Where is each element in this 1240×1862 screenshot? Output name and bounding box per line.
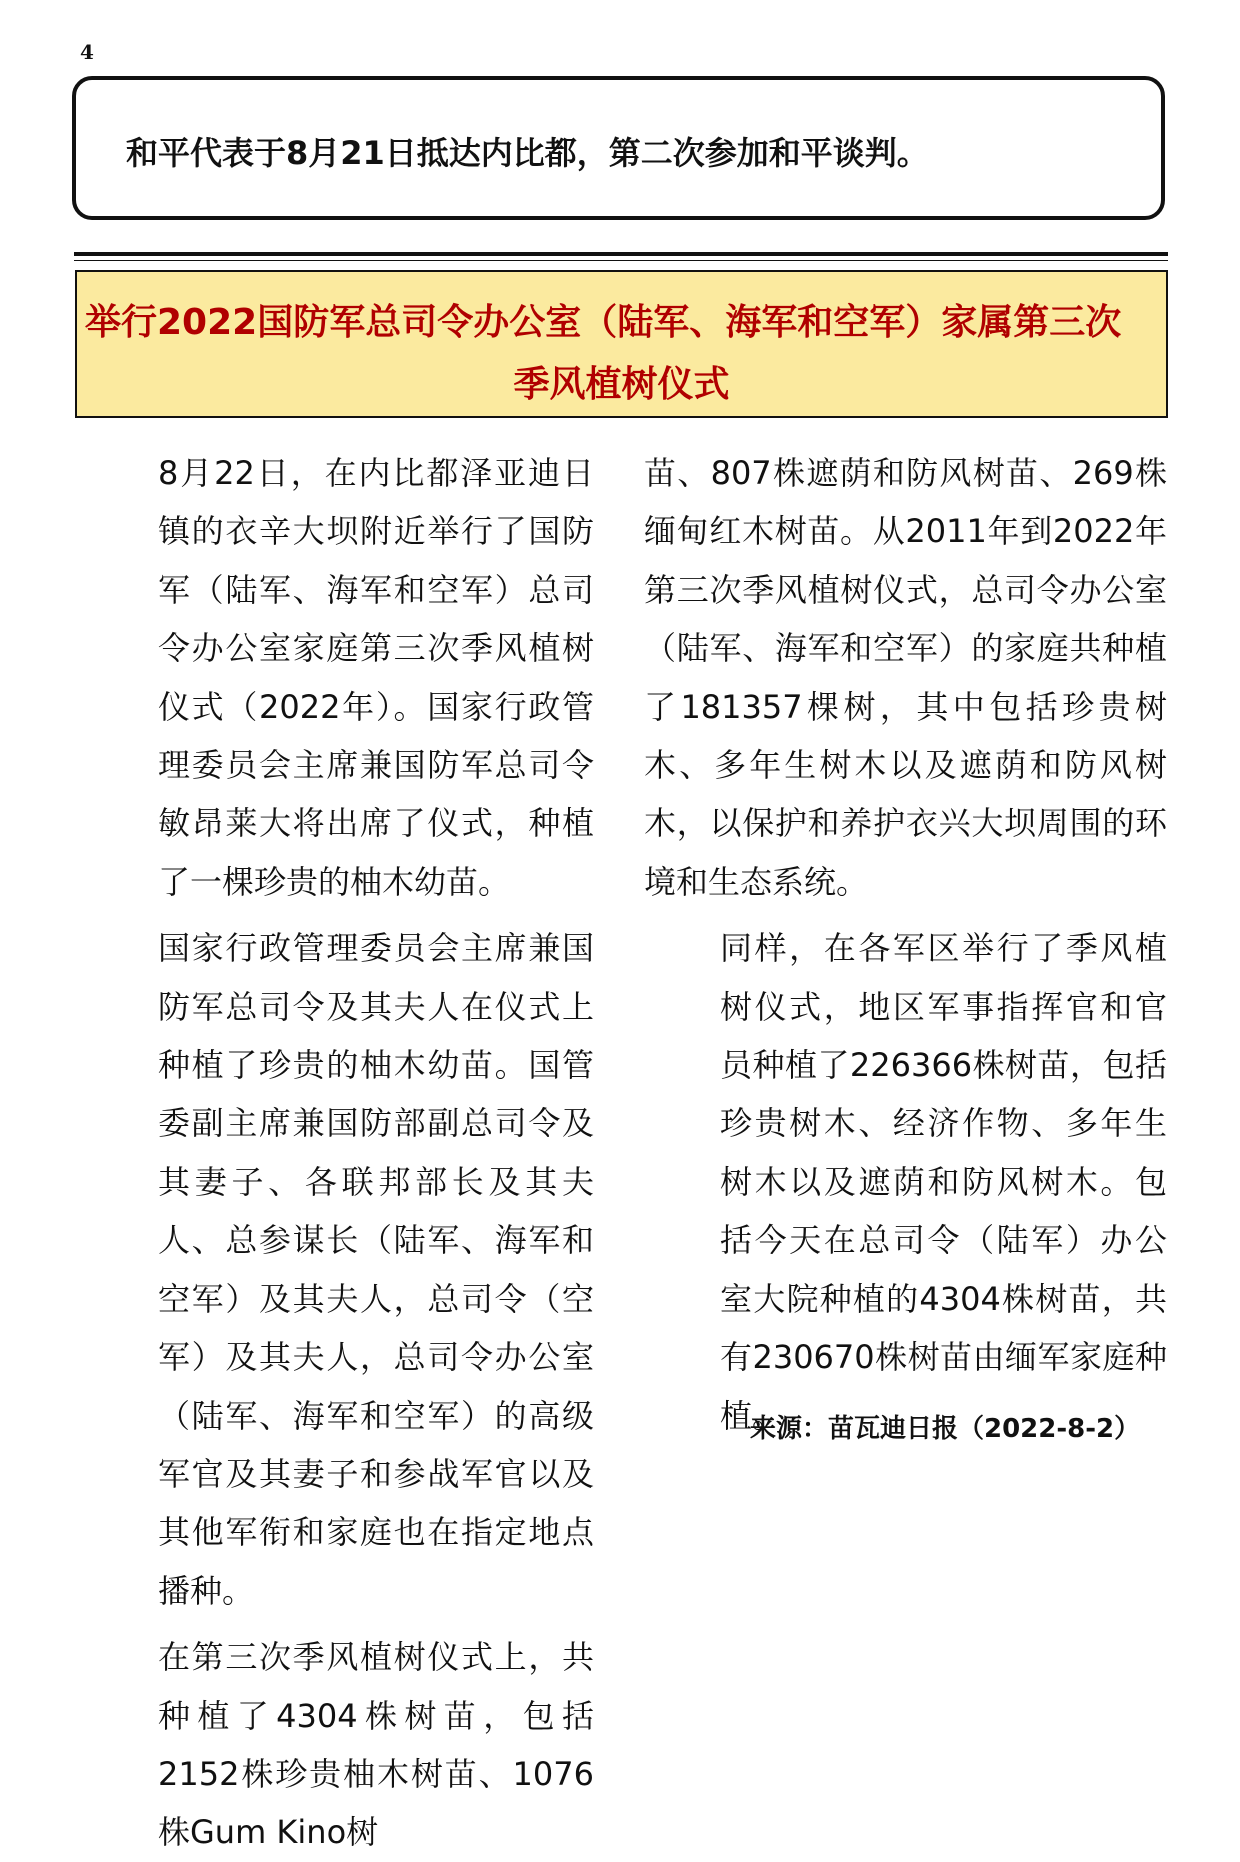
article-title-line-2: 季风植树仪式	[513, 364, 730, 405]
paragraph: 同样，在各军区举行了季风植树仪式，地区军事指挥官和官员种植了226366株树苗，包括珍贵树木、经济作物、多年生树木以及遮荫和防风树木。包括今天在总司令（陆军）办公室大院种植的4304株树苗，共有230670株树苗由缅军家庭种植。	[720, 929, 1167, 1435]
notice-text: 和平代表于8月21日抵达内比都，第二次参加和平谈判。	[126, 134, 929, 172]
paragraph: 苗、807株遮荫和防风树苗、269株缅甸红木树苗。从2011年到2022年第三次季风植树仪式，总司令办公室（陆军、海军和空军）的家庭共种植了181357棵树，其中包括珍贵树木、多年生树木以及遮荫和防风树木，以保护和养护衣兴大坝周围的环境和生态系统。	[644, 454, 1167, 901]
notice-box	[72, 76, 1165, 220]
article-title-line-1: 举行2022国防军总司令办公室（陆军、海军和空军）家属第三次	[85, 302, 1122, 343]
paragraph: 国家行政管理委员会主席兼国防军总司令及其夫人在仪式上种植了珍贵的柚木幼苗。国管委副主席兼国防部副总司令及其妻子、各联邦部长及其夫人、总参谋长（陆军、海军和空军）及其夫人，总司令（空军）及其夫人，总司令办公室（陆军、海军和空军）的高级军官及其妻子和参战军官以及其他军衔和家庭也在指定地点播种。	[158, 929, 594, 1610]
paragraph: 在第三次季风植树仪式上，共种植了4304株树苗，包括2152株珍贵柚木树苗、1076株Gum Kino树	[158, 1638, 594, 1852]
article-source: 来源：苗瓦迪日报（2022-8-2）	[750, 1414, 1141, 1444]
page-number: 4	[80, 40, 94, 64]
divider-thick	[74, 252, 1168, 256]
article-column-left	[82, 444, 594, 1862]
article-column-right	[644, 444, 1167, 1445]
article-title-box	[75, 270, 1168, 418]
divider-thin	[74, 260, 1168, 261]
paragraph: 8月22日，在内比都泽亚迪日镇的衣辛大坝附近举行了国防军（陆军、海军和空军）总司令办公室家庭第三次季风植树仪式（2022年）。国家行政管理委员会主席兼国防军总司令敏昂莱大将出席了仪式，种植了一棵珍贵的柚木幼苗。	[158, 454, 594, 901]
